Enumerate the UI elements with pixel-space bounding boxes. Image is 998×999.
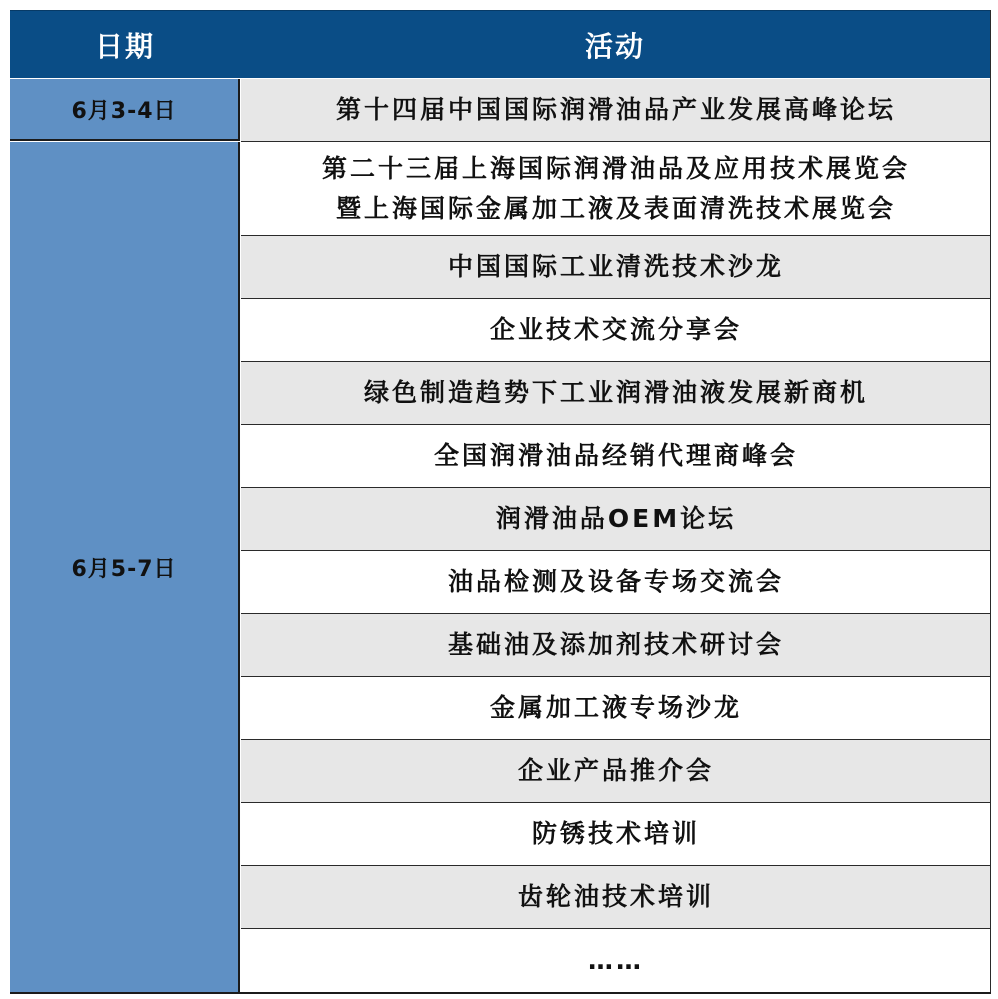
header-date: 日期 <box>94 30 155 63</box>
activity-text: 基础油及添加剂技术研讨会 <box>447 630 784 659</box>
activity-text: 齿轮油技术培训 <box>517 882 714 911</box>
activity-text: 企业技术交流分享会 <box>489 315 742 344</box>
activity-text: 绿色制造趋势下工业润滑油液发展新商机 <box>363 378 868 407</box>
date-cell: 6月5-7日 <box>10 142 240 993</box>
activity-row <box>241 362 991 425</box>
activity-row <box>241 803 991 866</box>
activity-text: 第十四届中国国际润滑油品产业发展高峰论坛 <box>335 95 896 124</box>
activity-row <box>241 614 991 677</box>
activity-row <box>241 425 991 488</box>
table-header <box>10 10 990 78</box>
table-border-right <box>990 10 991 993</box>
activity-row <box>241 299 991 362</box>
activity-row <box>241 677 991 740</box>
activity-text: 企业产品推介会 <box>517 756 714 785</box>
table-border-bottom <box>10 992 991 994</box>
activity-text: 金属加工液专场沙龙 <box>489 693 742 722</box>
activity-row <box>241 866 991 929</box>
activity-row <box>241 929 991 993</box>
date-cell: 6月3-4日 <box>10 79 240 141</box>
activity-row <box>241 79 991 142</box>
header-activity: 活动 <box>584 30 645 63</box>
activity-text: 暨上海国际金属加工液及表面清洗技术展览会 <box>335 193 896 223</box>
activity-text: 第二十三届上海国际润滑油品及应用技术展览会 <box>321 153 910 183</box>
activity-row <box>241 551 991 614</box>
activity-row <box>241 740 991 803</box>
activity-text: 润滑油品OEM论坛 <box>495 504 737 533</box>
activity-row <box>241 488 991 551</box>
activity-text: 油品检测及设备专场交流会 <box>447 567 784 596</box>
activity-text: …… <box>588 946 644 975</box>
activity-text: 中国国际工业清洗技术沙龙 <box>447 252 784 281</box>
activity-text: 全国润滑油品经销代理商峰会 <box>433 441 798 470</box>
activity-row <box>241 236 991 299</box>
activity-text: 防锈技术培训 <box>531 819 700 848</box>
activity-row <box>241 142 991 236</box>
